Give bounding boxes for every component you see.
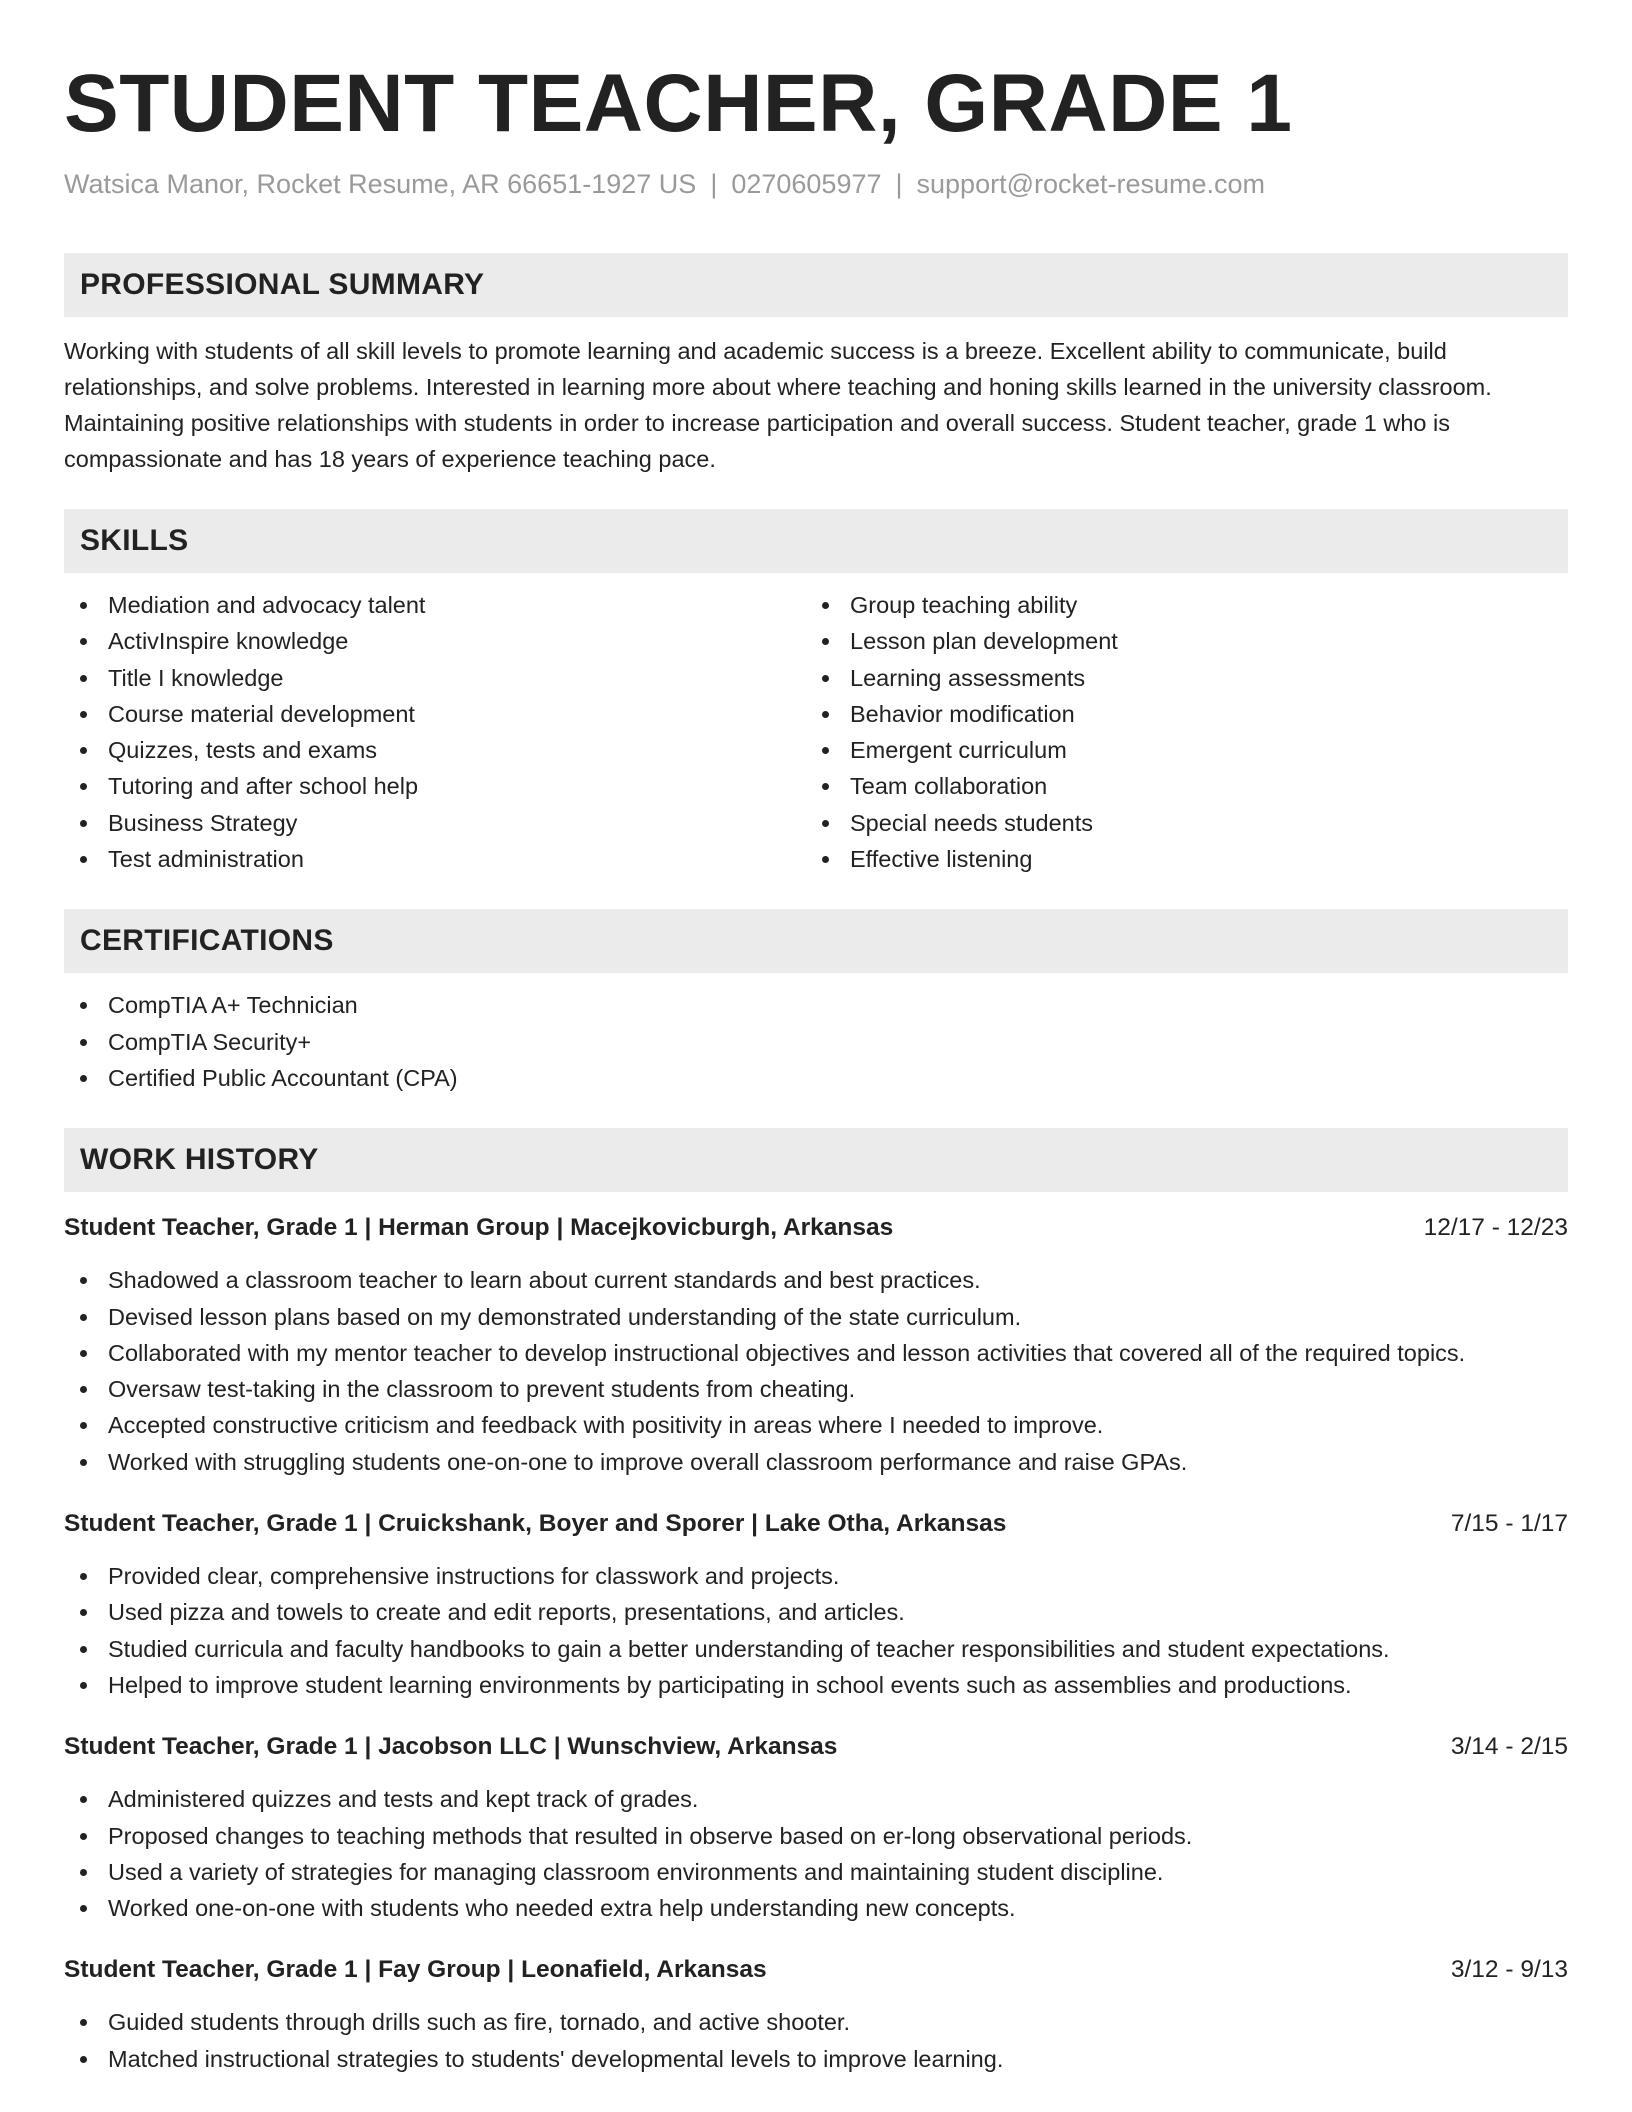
certification-item: Certified Public Accountant (CPA) (64, 1060, 1568, 1096)
candidate-name: STUDENT TEACHER, GRADE 1 (64, 58, 1293, 149)
job-dates: 3/14 - 2/15 (1450, 1733, 1568, 1761)
job-entry (64, 1952, 1568, 2077)
job-title: Student Teacher, Grade 1 | Fay Group | Leonafield, Arkansas (64, 1956, 767, 1984)
job-dates: 12/17 - 12/23 (1423, 1214, 1568, 1242)
job-bullet: Worked one-on-one with students who needed extra help understanding new concepts. (64, 1890, 1568, 1926)
certifications-list (64, 987, 1568, 1096)
skill-item: Tutoring and after school help (64, 768, 806, 804)
work-history-heading: WORK HISTORY (64, 1128, 1568, 1192)
job-bullets (64, 1781, 1568, 1926)
job-bullet: Proposed changes to teaching methods that resulted in observe based on er-long observational periods. (64, 1818, 1568, 1854)
skill-item: Business Strategy (64, 805, 806, 841)
job-bullet: Matched instructional strategies to students' developmental levels to improve learning. (64, 2041, 1568, 2077)
job-bullet: Worked with struggling students one-on-one to improve overall classroom performance and raise GPAs. (64, 1444, 1568, 1480)
job-title: Student Teacher, Grade 1 | Jacobson LLC | Wunschview, Arkansas (64, 1733, 838, 1761)
skill-item: Emergent curriculum (806, 732, 1568, 768)
skill-item: Mediation and advocacy talent (64, 587, 806, 623)
contact-address: Watsica Manor, Rocket Resume, AR 66651-1927 US (64, 169, 697, 199)
skill-item: Title I knowledge (64, 660, 806, 696)
skill-item: Behavior modification (806, 696, 1568, 732)
contact-phone: 0270605977 (731, 169, 882, 199)
skills-list-left (64, 587, 806, 877)
contact-email[interactable]: support@rocket-resume.com (916, 169, 1266, 199)
summary-text: Working with students of all skill levels to promote learning and academic success is a breeze. Excellent ability to communicate, build relationships, and solve problems. Interested in learning more about where teaching and honing skills learned in the university classroom. Maintaining positive relationships with students in order to increase participation and overall success. Student teacher, grade 1 who is compassionate and has 18 years of experience teaching pace. (64, 338, 1492, 472)
skill-item: Quizzes, tests and exams (64, 732, 806, 768)
job-bullet: Guided students through drills such as fire, tornado, and active shooter. (64, 2004, 1568, 2040)
job-title: Student Teacher, Grade 1 | Herman Group | Macejkovicburgh, Arkansas (64, 1214, 894, 1242)
job-header (64, 1210, 1568, 1246)
job-bullet: Provided clear, comprehensive instructions for classwork and projects. (64, 1558, 1568, 1594)
contact-separator: | (895, 169, 903, 199)
certifications-heading: CERTIFICATIONS (64, 909, 1568, 973)
job-bullet: Shadowed a classroom teacher to learn about current standards and best practices. (64, 1262, 1568, 1298)
skills-grid (64, 587, 1568, 877)
skill-item: Course material development (64, 696, 806, 732)
job-bullet: Helped to improve student learning environments by participating in school events such as assemblies and productions. (64, 1667, 1568, 1703)
job-bullet: Administered quizzes and tests and kept track of grades. (64, 1781, 1568, 1817)
job-header (64, 1729, 1568, 1765)
job-header (64, 1952, 1568, 1988)
job-bullet: Used a variety of strategies for managing classroom environments and maintaining student discipline. (64, 1854, 1568, 1890)
job-bullet: Devised lesson plans based on my demonstrated understanding of the state curriculum. (64, 1299, 1568, 1335)
skill-item: Lesson plan development (806, 623, 1568, 659)
job-bullets (64, 1262, 1568, 1480)
certification-item: CompTIA A+ Technician (64, 987, 1568, 1023)
job-bullet: Studied curricula and faculty handbooks to gain a better understanding of teacher responsibilities and student expectations. (64, 1631, 1568, 1667)
skill-item: Learning assessments (806, 660, 1568, 696)
job-entry (64, 1506, 1568, 1703)
job-bullet: Used pizza and towels to create and edit reports, presentations, and articles. (64, 1594, 1568, 1630)
job-bullets (64, 1558, 1568, 1703)
contact-separator: | (710, 169, 718, 199)
certification-item: CompTIA Security+ (64, 1024, 1568, 1060)
summary-heading: PROFESSIONAL SUMMARY (64, 253, 1568, 317)
skills-section (64, 509, 1568, 877)
resume-page (64, 0, 1568, 2077)
summary-section (64, 253, 1568, 477)
contact-line (64, 166, 1568, 202)
job-bullet: Oversaw test-taking in the classroom to prevent students from cheating. (64, 1371, 1568, 1407)
job-bullet: Collaborated with my mentor teacher to develop instructional objectives and lesson activities that covered all of the required topics. (64, 1335, 1568, 1371)
job-header (64, 1506, 1568, 1542)
skills-column-right (806, 587, 1568, 877)
job-entry (64, 1729, 1568, 1926)
skill-item: Special needs students (806, 805, 1568, 841)
skills-heading: SKILLS (64, 509, 1568, 573)
skill-item: Team collaboration (806, 768, 1568, 804)
work-history-section (64, 1128, 1568, 2077)
job-bullet: Accepted constructive criticism and feedback with positivity in areas where I needed to improve. (64, 1407, 1568, 1443)
skill-item: Test administration (64, 841, 806, 877)
job-dates: 7/15 - 1/17 (1450, 1510, 1568, 1538)
job-dates: 3/12 - 9/13 (1450, 1956, 1568, 1984)
skills-list-right (806, 587, 1568, 877)
job-bullets (64, 2004, 1568, 2077)
skills-column-left (64, 587, 806, 877)
job-entry (64, 1210, 1568, 1480)
skill-item: ActivInspire knowledge (64, 623, 806, 659)
skill-item: Effective listening (806, 841, 1568, 877)
skill-item: Group teaching ability (806, 587, 1568, 623)
certifications-section (64, 909, 1568, 1096)
job-title: Student Teacher, Grade 1 | Cruickshank, Boyer and Sporer | Lake Otha, Arkansas (64, 1510, 1007, 1538)
